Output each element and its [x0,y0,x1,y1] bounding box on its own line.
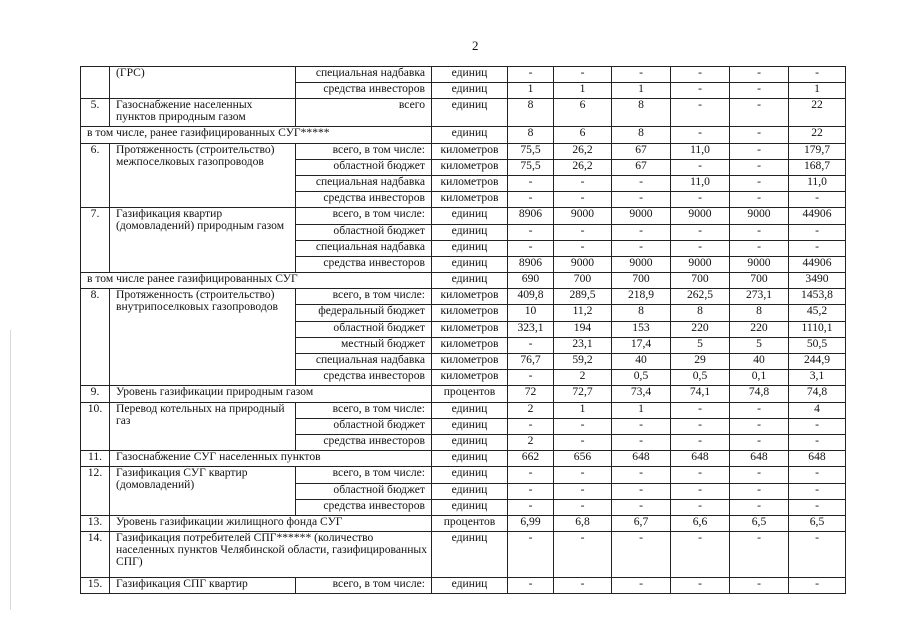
row-number: 8. [81,289,110,386]
value-cell: - [730,402,789,418]
value-cell: - [671,578,730,594]
value-cell: 2 [508,402,554,418]
funding-source: специальная надбавка [296,67,432,83]
value-cell: - [730,127,789,143]
page-number: 2 [472,38,479,53]
value-cell: 179,7 [789,143,846,159]
value-cell: 2 [508,434,554,450]
value-cell: - [554,67,612,83]
value-cell: 17,4 [612,337,671,353]
value-cell: 700 [612,273,671,289]
value-cell: - [789,418,846,434]
value-cell: 409,8 [508,289,554,305]
value-cell: 67 [612,159,671,175]
value-cell: - [508,578,554,594]
value-cell: 648 [612,451,671,467]
value-cell: 1453,8 [789,289,846,305]
value-cell: 6,5 [730,515,789,531]
funding-source: средства инвесторов [296,434,432,450]
row-number: 15. [81,578,110,594]
value-cell: 8 [612,99,671,127]
value-cell: - [671,240,730,256]
value-cell: - [612,578,671,594]
indicator-name: Протяженность (строительство) межпоселковых газопроводов [110,143,296,208]
unit-of-measure: единиц [432,434,508,450]
value-cell: - [554,175,612,191]
funding-source: областной бюджет [296,159,432,175]
unit-of-measure: километров [432,354,508,370]
value-cell: - [671,159,730,175]
unit-of-measure: единиц [432,127,508,143]
value-cell: 11,0 [671,143,730,159]
value-cell: - [671,83,730,99]
value-cell: - [789,467,846,483]
funding-source: специальная надбавка [296,240,432,256]
unit-of-measure: километров [432,192,508,208]
value-cell: - [671,127,730,143]
value-cell: - [508,483,554,499]
value-cell: - [730,532,789,578]
value-cell: - [730,83,789,99]
value-cell: - [554,532,612,578]
indicator-name: в том числе, ранее газифицированных СУГ***** [81,127,432,143]
row-number: 13. [81,515,110,531]
value-cell: 6 [554,127,612,143]
value-cell: - [612,499,671,515]
value-cell: 6,99 [508,515,554,531]
funding-source: средства инвесторов [296,499,432,515]
value-cell: 22 [789,127,846,143]
row-number: 9. [81,386,110,402]
value-cell: 76,7 [508,354,554,370]
indicator-name: Газификация СПГ квартир [110,578,296,594]
value-cell: 656 [554,451,612,467]
value-cell: 220 [730,321,789,337]
value-cell: - [508,175,554,191]
value-cell: - [671,99,730,127]
unit-of-measure: единиц [432,451,508,467]
value-cell: - [789,434,846,450]
value-cell: 648 [789,451,846,467]
row-number: 12. [81,467,110,516]
value-cell: 6,5 [789,515,846,531]
value-cell: 4 [789,402,846,418]
funding-source: средства инвесторов [296,256,432,272]
indicator-name: Газификация потребителей СПГ****** (количество населенных пунктов Челябинской области, газифицированных СПГ) [110,532,432,578]
value-cell: - [554,467,612,483]
funding-source: всего, в том числе: [296,467,432,483]
table-row [81,467,846,483]
value-cell: 22 [789,99,846,127]
value-cell: 11,0 [671,175,730,191]
value-cell: - [789,224,846,240]
indicator-name: Газификация квартир (домовладений) природным газом [110,208,296,273]
value-cell: - [508,499,554,515]
indicator-name: Уровень газификации жилищного фонда СУГ [110,515,432,531]
value-cell: 700 [671,273,730,289]
value-cell: - [554,483,612,499]
value-cell: - [612,483,671,499]
value-cell: 26,2 [554,143,612,159]
unit-of-measure: процентов [432,386,508,402]
value-cell: 153 [612,321,671,337]
value-cell: - [730,240,789,256]
scan-edge-line [10,330,11,610]
unit-of-measure: километров [432,337,508,353]
value-cell: - [730,467,789,483]
funding-source: специальная надбавка [296,175,432,191]
table-row [81,208,846,224]
unit-of-measure: единиц [432,402,508,418]
funding-source: средства инвесторов [296,370,432,386]
value-cell: 59,2 [554,354,612,370]
value-cell: - [789,483,846,499]
value-cell: 67 [612,143,671,159]
value-cell: 8 [671,305,730,321]
value-cell: - [508,224,554,240]
indicator-name: Газификация СУГ квартир (домовладений) [110,467,296,516]
value-cell: - [554,434,612,450]
unit-of-measure: единиц [432,67,508,83]
indicator-name: Газоснабжение СУГ населенных пунктов [110,451,432,467]
value-cell: 323,1 [508,321,554,337]
value-cell: 262,5 [671,289,730,305]
indicator-name: Уровень газификации природным газом [110,386,432,402]
value-cell: - [730,418,789,434]
value-cell: 44906 [789,256,846,272]
value-cell: - [789,578,846,594]
unit-of-measure: километров [432,143,508,159]
value-cell: 648 [730,451,789,467]
value-cell: - [671,467,730,483]
funding-source: областной бюджет [296,321,432,337]
value-cell: - [671,67,730,83]
unit-of-measure: километров [432,159,508,175]
unit-of-measure: километров [432,305,508,321]
value-cell: 648 [671,451,730,467]
value-cell: 23,1 [554,337,612,353]
table-row [81,127,846,143]
value-cell: 8 [730,305,789,321]
indicator-name: Газоснабжение населенных пунктов природным газом [110,99,296,127]
unit-of-measure: единиц [432,240,508,256]
value-cell: - [612,467,671,483]
value-cell: 6 [554,99,612,127]
value-cell: - [508,418,554,434]
value-cell: 0,1 [730,370,789,386]
value-cell: 5 [730,337,789,353]
value-cell: 75,5 [508,143,554,159]
unit-of-measure: единиц [432,83,508,99]
table-row [81,515,846,531]
value-cell: 8 [508,99,554,127]
table-row [81,273,846,289]
value-cell: 45,2 [789,305,846,321]
value-cell: - [508,467,554,483]
value-cell: - [508,337,554,353]
value-cell: - [612,434,671,450]
value-cell: 0,5 [671,370,730,386]
indicator-name: в том числе ранее газифицированных СУГ [81,273,432,289]
value-cell: 9000 [671,256,730,272]
funding-source: средства инвесторов [296,83,432,99]
unit-of-measure: километров [432,370,508,386]
value-cell: 244,9 [789,354,846,370]
value-cell: 8 [612,305,671,321]
unit-of-measure: единиц [432,273,508,289]
value-cell: 6,8 [554,515,612,531]
value-cell: 1 [789,83,846,99]
value-cell: 9000 [730,208,789,224]
value-cell: - [730,99,789,127]
table-row [81,386,846,402]
unit-of-measure: единиц [432,467,508,483]
funding-source: областной бюджет [296,418,432,434]
table-row [81,532,846,578]
funding-source: всего, в том числе: [296,208,432,224]
value-cell: 1 [612,402,671,418]
unit-of-measure: единиц [432,256,508,272]
value-cell: - [612,192,671,208]
value-cell: - [671,483,730,499]
value-cell: - [730,159,789,175]
value-cell: - [554,499,612,515]
value-cell: 1 [612,83,671,99]
unit-of-measure: километров [432,289,508,305]
value-cell: - [671,418,730,434]
unit-of-measure: единиц [432,483,508,499]
value-cell: - [612,240,671,256]
value-cell: - [612,224,671,240]
indicator-name: Протяженность (строительство) внутрипоселковых газопроводов [110,289,296,386]
value-cell: 75,5 [508,159,554,175]
row-number: 7. [81,208,110,273]
value-cell: 9000 [554,208,612,224]
row-number: 14. [81,532,110,578]
indicator-name: Перевод котельных на природный газ [110,402,296,451]
funding-source: специальная надбавка [296,354,432,370]
value-cell: - [730,192,789,208]
value-cell: - [508,532,554,578]
value-cell: 72 [508,386,554,402]
value-cell: 44906 [789,208,846,224]
value-cell: - [671,434,730,450]
value-cell: - [554,240,612,256]
value-cell: 1 [554,402,612,418]
unit-of-measure: единиц [432,578,508,594]
value-cell: - [789,192,846,208]
value-cell: 0,5 [612,370,671,386]
value-cell: - [671,532,730,578]
row-number: 6. [81,143,110,208]
unit-of-measure: единиц [432,208,508,224]
gasification-indicators-table [80,66,846,594]
value-cell: 26,2 [554,159,612,175]
table-row [81,578,846,594]
value-cell: 9000 [554,256,612,272]
unit-of-measure: единиц [432,99,508,127]
funding-source: всего, в том числе: [296,289,432,305]
funding-source: местный бюджет [296,337,432,353]
value-cell: 8 [508,127,554,143]
value-cell: - [508,240,554,256]
unit-of-measure: единиц [432,499,508,515]
value-cell: 6,6 [671,515,730,531]
unit-of-measure: единиц [432,224,508,240]
value-cell: - [554,418,612,434]
table-row [81,99,846,127]
value-cell: 1 [508,83,554,99]
value-cell: 168,7 [789,159,846,175]
unit-of-measure: единиц [432,418,508,434]
value-cell: 220 [671,321,730,337]
value-cell: 40 [612,354,671,370]
value-cell: 74,8 [730,386,789,402]
table-row [81,451,846,467]
value-cell: 289,5 [554,289,612,305]
value-cell: 8 [612,127,671,143]
value-cell: - [612,418,671,434]
value-cell: - [671,224,730,240]
value-cell: 9000 [612,256,671,272]
value-cell: 72,7 [554,386,612,402]
value-cell: 50,5 [789,337,846,353]
value-cell: 218,9 [612,289,671,305]
funding-source: всего, в том числе: [296,402,432,418]
value-cell: - [730,499,789,515]
value-cell: - [508,67,554,83]
unit-of-measure: километров [432,321,508,337]
funding-source: всего [296,99,432,127]
value-cell: - [612,67,671,83]
value-cell: 9000 [730,256,789,272]
value-cell: 6,7 [612,515,671,531]
funding-source: средства инвесторов [296,192,432,208]
value-cell: - [730,175,789,191]
indicator-name: (ГРС) [110,67,296,99]
value-cell: 40 [730,354,789,370]
value-cell: - [612,175,671,191]
row-number [81,67,110,99]
funding-source: федеральный бюджет [296,305,432,321]
unit-of-measure: единиц [432,532,508,578]
value-cell: - [554,578,612,594]
value-cell: 1110,1 [789,321,846,337]
value-cell: - [789,499,846,515]
value-cell: - [554,192,612,208]
value-cell: - [612,532,671,578]
value-cell: 74,8 [789,386,846,402]
unit-of-measure: километров [432,175,508,191]
row-number: 10. [81,402,110,451]
unit-of-measure: процентов [432,515,508,531]
funding-source: всего, в том числе: [296,578,432,594]
funding-source: областной бюджет [296,483,432,499]
value-cell: 5 [671,337,730,353]
value-cell: 8906 [508,256,554,272]
table-row [81,143,846,159]
funding-source: областной бюджет [296,224,432,240]
value-cell: 73,4 [612,386,671,402]
value-cell: - [730,143,789,159]
value-cell: - [789,532,846,578]
value-cell: - [554,224,612,240]
table-row [81,67,846,83]
value-cell: - [789,67,846,83]
table-row [81,289,846,305]
row-number: 11. [81,451,110,467]
value-cell: 9000 [671,208,730,224]
value-cell: - [730,483,789,499]
value-cell: - [671,192,730,208]
value-cell: 3,1 [789,370,846,386]
value-cell: 194 [554,321,612,337]
value-cell: 11,2 [554,305,612,321]
value-cell: 9000 [612,208,671,224]
value-cell: - [508,370,554,386]
value-cell: 10 [508,305,554,321]
value-cell: - [671,499,730,515]
value-cell: 3490 [789,273,846,289]
value-cell: 273,1 [730,289,789,305]
value-cell: 700 [730,273,789,289]
value-cell: 690 [508,273,554,289]
funding-source: всего, в том числе: [296,143,432,159]
value-cell: 8906 [508,208,554,224]
value-cell: 29 [671,354,730,370]
value-cell: - [730,67,789,83]
value-cell: 662 [508,451,554,467]
value-cell: - [730,434,789,450]
value-cell: 700 [554,273,612,289]
value-cell: - [730,224,789,240]
value-cell: 11,0 [789,175,846,191]
value-cell: - [730,578,789,594]
value-cell: 1 [554,83,612,99]
value-cell: 2 [554,370,612,386]
row-number: 5. [81,99,110,127]
table-row [81,402,846,418]
value-cell: 74,1 [671,386,730,402]
value-cell: - [789,240,846,256]
value-cell: - [671,402,730,418]
value-cell: - [508,192,554,208]
